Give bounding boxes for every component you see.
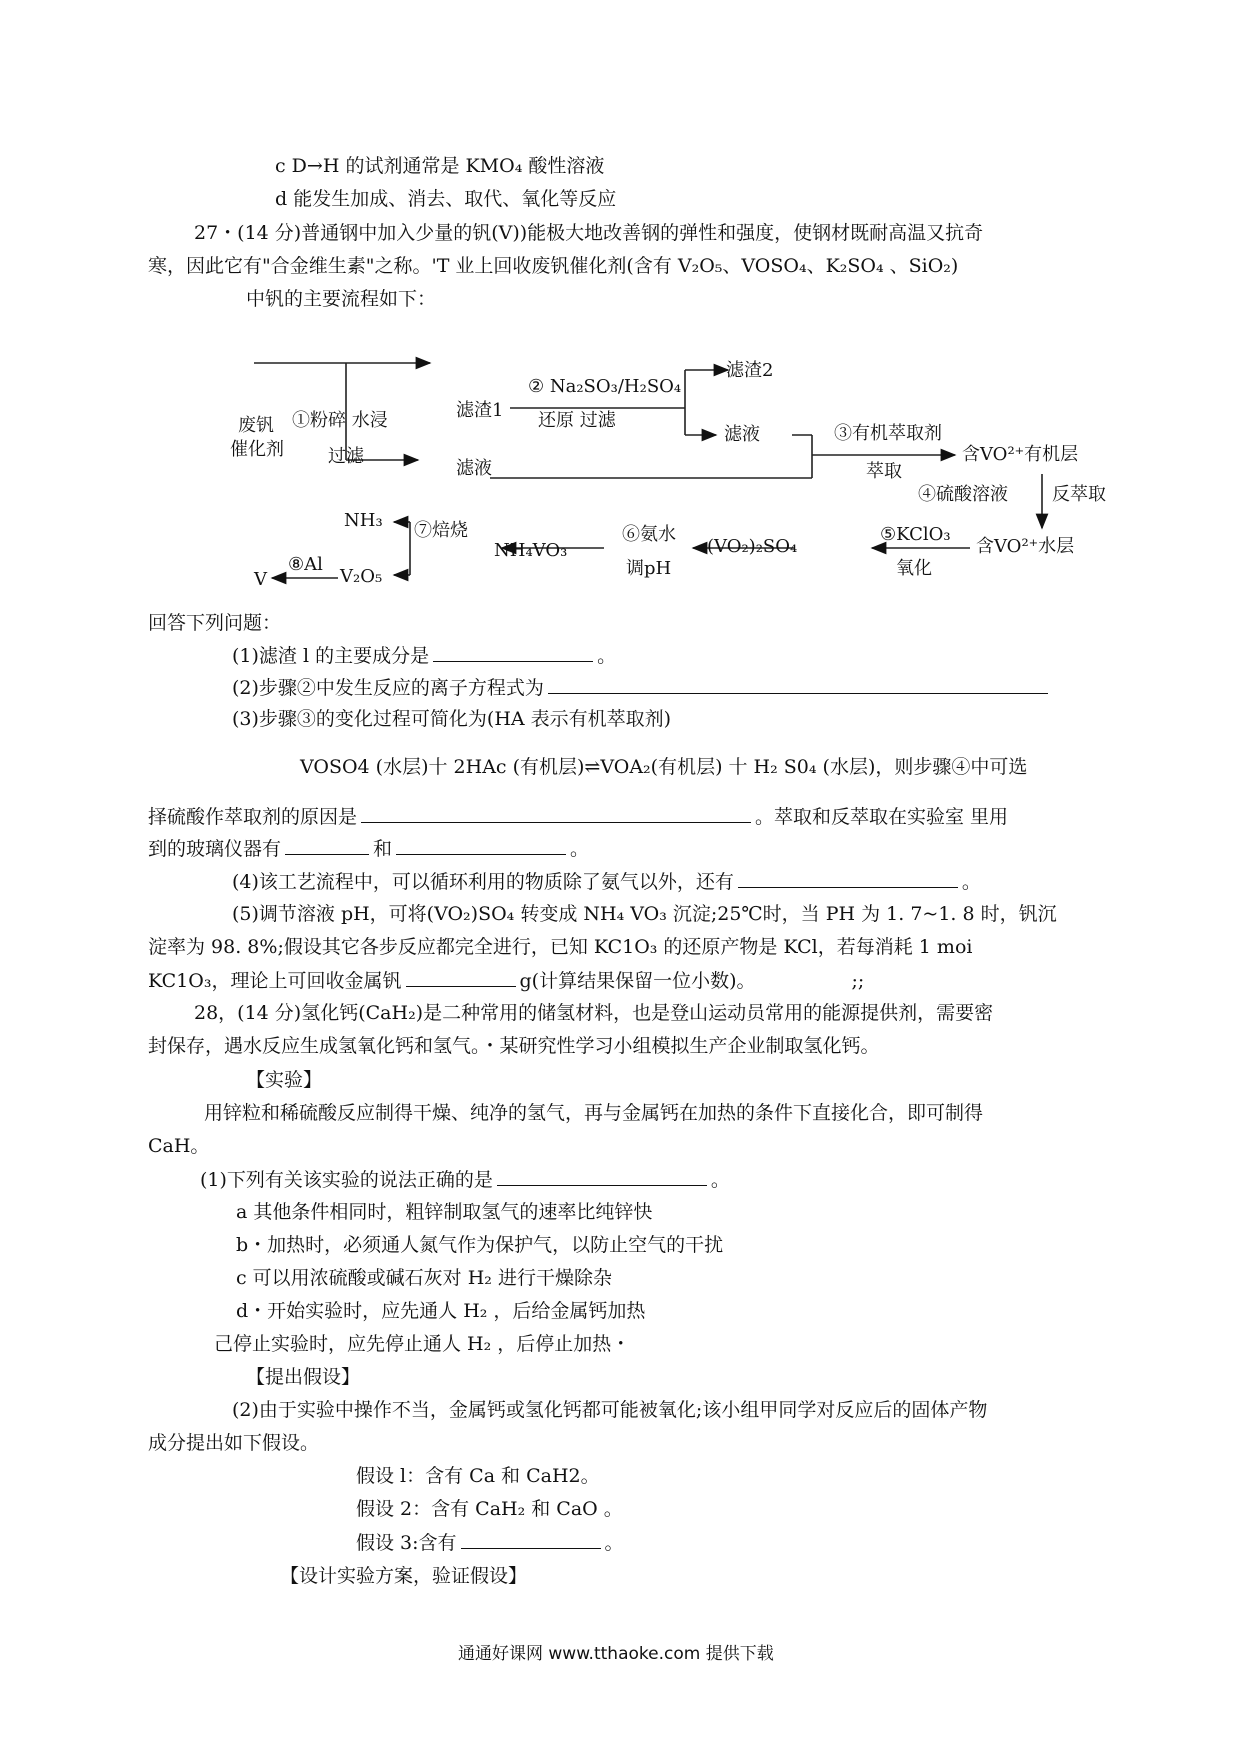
flow-step4-left: ④硫酸溶液 <box>918 484 1008 505</box>
q28-option-a: a 其他条件相同时，粗锌制取氢气的速率比纯锌快 <box>236 1201 653 1223</box>
flow-filtrate1: 滤液 <box>456 458 492 479</box>
q28-option-c: c 可以用浓硫酸或碱石灰对 H₂ 进行干燥除杂 <box>236 1267 612 1289</box>
flow-step1-bottom: 过滤 <box>328 446 364 467</box>
flow-step6-top: ⑥氨水 <box>622 524 676 545</box>
q27-part1: (1)滤渣 l 的主要成分是 。 <box>232 645 617 667</box>
flow-step3-bottom: 萃取 <box>866 461 902 482</box>
flow-step4-right: 反萃取 <box>1052 484 1106 505</box>
flow-organic-layer: 含VO²⁺有机层 <box>962 444 1079 465</box>
q28-option-e: 己停止实验时，应先停止通人 H₂ ，后停止加热・ <box>214 1333 631 1355</box>
flow-residue1: 滤渣1 <box>456 400 504 421</box>
q27-part5-line2: 淀率为 98. 8%;假设其它各步反应都完全进行，已知 KC1O₃ 的还原产物是 KCl，若每消耗 1 moi <box>148 936 973 958</box>
q28-experiment-line1: 用锌粒和稀硫酸反应制得干燥、纯净的氢气，再与金属钙在加热的条件下直接化合，即可制得 <box>204 1102 984 1124</box>
flow-aqueous-layer: 含VO²⁺水层 <box>976 536 1075 557</box>
q27-part3-glassware: 到的玻璃仪器有 和 。 <box>148 838 590 860</box>
flow-step1-top: ①粉碎 水浸 <box>292 410 388 431</box>
flow-residue2: 滤渣2 <box>726 360 774 381</box>
answer-intro: 回答下列问题： <box>148 612 282 634</box>
page-footer: 通通好课网 www.tthaoke.com 提供下载 <box>458 1644 774 1664</box>
q27-part2: (2)步骤②中发生反应的离子方程式为 <box>232 675 1052 700</box>
q28-intro-line1: 28，(14 分)氢化钙(CaH₂)是二种常用的储氢材料，也是登山运动员常用的能源提供剂，需要密 <box>194 1002 994 1024</box>
flow-step2-bottom: 还原 过滤 <box>538 410 616 431</box>
q28-experiment-line2: CaH。 <box>148 1135 210 1157</box>
flow-v2o5: V₂O₅ <box>340 566 383 587</box>
q28-question2-line1: (2)由于实验中操作不当，金属钙或氢化钙都可能被氧化;该小组甲同学对反应后的固体产物 <box>232 1399 988 1421</box>
q28-hypothesis-3: 假设 3:含有 。 <box>356 1532 624 1554</box>
q27-part3-reason: 择硫酸作萃取剂的原因是 。萃取和反萃取在实验室 里用 <box>148 806 1009 828</box>
q28-hypothesis-2: 假设 2：含有 CaH₂ 和 CaO 。 <box>356 1498 623 1520</box>
flow-nh3: NH₃ <box>344 510 383 531</box>
flow-step5-top: ⑤KClO₃ <box>880 524 951 545</box>
flow-step7: ⑦焙烧 <box>414 520 468 541</box>
flow-v: V <box>254 569 267 590</box>
q27-intro-line1: 27・(14 分)普通钢中加入少量的钒(V))能极大地改善钢的弹性和强度，使钢材既耐高温又抗奇 <box>194 222 984 244</box>
flow-step3-top: ③有机萃取剂 <box>834 423 942 444</box>
option-d: d 能发生加成、消去、取代、氧化等反应 <box>275 188 617 210</box>
q28-hypothesis-1: 假设 l：含有 Ca 和 CaH2。 <box>356 1465 600 1487</box>
q28-option-b: b・加热时，必须通人氮气作为保护气，以防止空气的干扰 <box>236 1234 724 1256</box>
flow-step5-bottom: 氧化 <box>896 558 932 579</box>
q27-part3: (3)步骤③的变化过程可简化为(HA 表示有机萃取剂) <box>232 708 672 730</box>
q27-part3-equation: VOSO4 (水层)十 2HAc (有机层)⇌VOA₂(有机层) 十 H₂ S0₄ (水层)，则步骤④中可选 <box>300 756 1028 778</box>
flow-step6-bottom: 调pH <box>626 558 672 579</box>
flow-vo2so4: (VO₂)₂SO₄ <box>707 536 798 557</box>
q28-design-heading: 【设计实验方案，验证假设】 <box>280 1565 528 1587</box>
q27-part5-line3: KC1O₃，理论上可回收金属钒 g(计算结果保留一位小数)。 ;; <box>148 970 865 992</box>
flow-nh4vo3: NH₄VO₃ <box>494 540 568 561</box>
q28-question1: (1)下列有关该实验的说法正确的是 。 <box>200 1169 730 1191</box>
flow-start-2: 催化剂 <box>230 439 284 460</box>
flow-step2-top: ② Na₂SO₃/H₂SO₄ <box>528 376 682 397</box>
option-c: c D→H 的试剂通常是 KMO₄ 酸性溶液 <box>275 155 605 177</box>
q27-intro-line2: 寒，因此它有"合金维生素"之称。'T 业上回收废钒催化剂(含有 V₂O₅、VOSO₄、K₂SO₄ 、SiO₂) <box>148 255 959 277</box>
q28-question2-line2: 成分提出如下假设。 <box>148 1432 320 1454</box>
q27-part4: (4)该工艺流程中，可以循环利用的物质除了氨气以外，还有 。 <box>232 871 981 893</box>
flow-step8: ⑧Al <box>288 554 323 575</box>
flow-filtrate2: 滤液 <box>724 424 760 445</box>
flow-start-1: 废钒 <box>238 415 274 436</box>
q28-experiment-heading: 【实验】 <box>246 1069 323 1091</box>
q28-intro-line2: 封保存，遇水反应生成氢氧化钙和氢气。・某研究性学习小组模拟生产企业制取氢化钙。 <box>148 1035 880 1057</box>
q28-hypothesis-heading: 【提出假设】 <box>246 1366 361 1388</box>
q28-option-d: d・开始实验时，应先通人 H₂ ，后给金属钙加热 <box>236 1300 646 1322</box>
q27-intro-line3: 中钒的主要流程如下： <box>246 288 437 310</box>
process-flow-diagram <box>0 0 1240 620</box>
q27-part5-line1: (5)调节溶液 pH，可将(VO₂)SO₄ 转变成 NH₄ VO₃ 沉淀;25℃时，当 PH 为 1. 7~1. 8 时，钒沉 <box>232 903 1057 925</box>
